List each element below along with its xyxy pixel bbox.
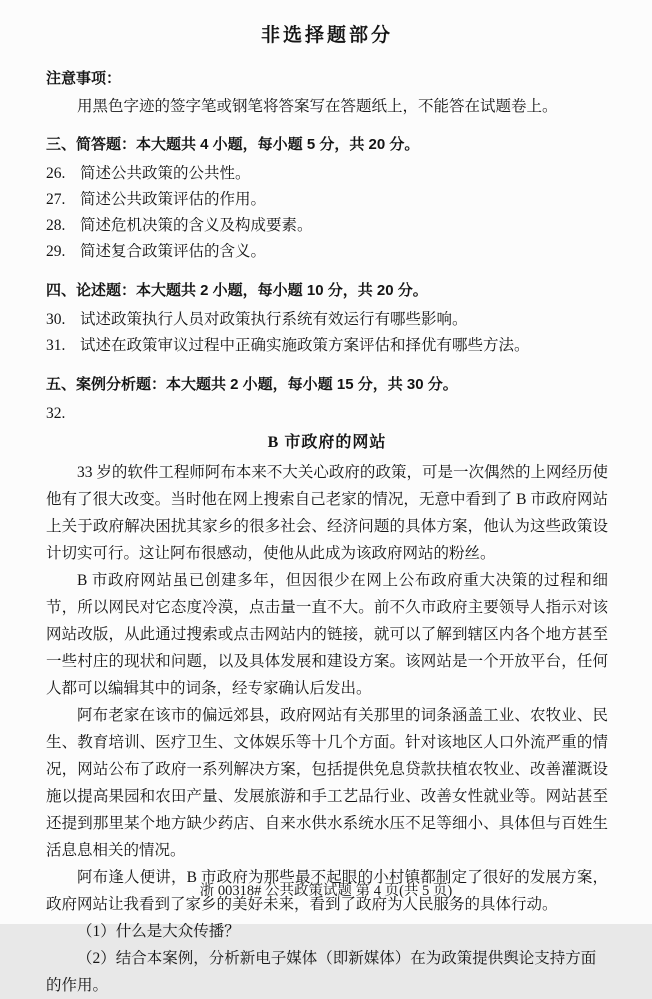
question-32 <box>46 401 608 427</box>
question-27 <box>46 187 608 213</box>
question-number: 32. <box>46 405 66 422</box>
question-number: 26. <box>46 165 66 182</box>
question-text: 试述在政策审议过程中正确实施政策方案评估和择优有哪些方法。 <box>80 337 530 354</box>
case-paragraph-2: B 市政府网站虽已创建多年，但因很少在网上公布政府重大决策的过程和细节，所以网民对它态度冷漠，点击量一直不大。前不久市政府主要领导人指示对该网站改版，从此通过搜索或点击网站内的链接，就可以了解到辖区内各个地方甚至一些村庄的现状和问题，以及具体发展和建设方案。该网站是一个开放平台，任何人都可以编辑其中的词条，经专家确认后发出。 <box>46 572 608 697</box>
question-number: 31. <box>46 337 66 354</box>
question-text: 简述复合政策评估的含义。 <box>80 243 267 260</box>
case-paragraph-3: 阿布老家在该市的偏远郊县，政府网站有关那里的词条涵盖工业、农牧业、民生、教育培训、医疗卫生、文体娱乐等十几个方面。针对该地区人口外流严重的情况，网站公布了政府一系列解决方案，包括提供免息贷款扶植农牧业、改善灌溉设施以提高果园和农田产量、发展旅游和手工艺品行业、改善女性就业等。网站甚至还提到那里某个地方缺少药店、自来水供水系统水压不足等细小、具体但与百姓生活息息相关的情况。 <box>46 707 608 859</box>
notice-heading: 注意事项： <box>46 70 122 87</box>
question-number: 27. <box>46 191 66 208</box>
section-heading-case-analysis: 五、案例分析题：本大题共 2 小题，每小题 15 分，共 30 分。 <box>46 376 458 393</box>
page-title: 非选择题部分 <box>260 25 393 46</box>
question-30 <box>46 307 608 333</box>
case-paragraph-1: 33 岁的软件工程师阿布本来不大关心政府的政策，可是一次偶然的上网经历使他有了很大改变。当时他在网上搜索自己老家的情况，无意中看到了 B 市政府网站上关于政府解决困扰其家乡的很多社会、经济问题的具体方案，他认为这些政策设计切实可行。这让阿布很感动，使他从此成为该政府网站的粉丝。 <box>46 464 608 562</box>
question-text: 简述公共政策的公共性。 <box>80 165 251 182</box>
question-text: 简述危机决策的含义及构成要素。 <box>80 217 313 234</box>
case-sub-question-1: （1）什么是大众传播？ <box>77 923 240 940</box>
section-heading-short-answer: 三、简答题：本大题共 4 小题，每小题 5 分，共 20 分。 <box>46 136 420 153</box>
page-footer: 浙 00318# 公共政策试题 第 4 页(共 5 页) <box>199 883 453 899</box>
question-text: 简述公共政策评估的作用。 <box>80 191 267 208</box>
question-29 <box>46 239 608 265</box>
case-sub-question-2: （2）结合本案例，分析新电子媒体（即新媒体）在为政策提供舆论支持方面的作用。 <box>46 950 597 994</box>
section-heading-essay: 四、论述题：本大题共 2 小题，每小题 10 分，共 20 分。 <box>46 282 428 299</box>
case-paragraph-4: 阿布逢人便讲，B 市政府为那些最不起眼的小村镇都制定了很好的发展方案，政府网站让我看到了家乡的美好未来，看到了政府为人民服务的具体行动。 <box>46 869 608 913</box>
notice-text: 用黑色字迹的签字笔或钢笔将答案写在答题纸上，不能答在试题卷上。 <box>77 98 558 115</box>
case-title: B 市政府的网站 <box>267 434 387 451</box>
question-26 <box>46 161 608 187</box>
question-28 <box>46 213 608 239</box>
question-31 <box>46 333 608 359</box>
question-text: 试述政策执行人员对政策执行系统有效运行有哪些影响。 <box>80 311 468 328</box>
question-number: 29. <box>46 243 66 260</box>
question-number: 30. <box>46 311 66 328</box>
question-number: 28. <box>46 217 66 234</box>
case-study <box>46 431 608 999</box>
question-text <box>80 401 608 427</box>
